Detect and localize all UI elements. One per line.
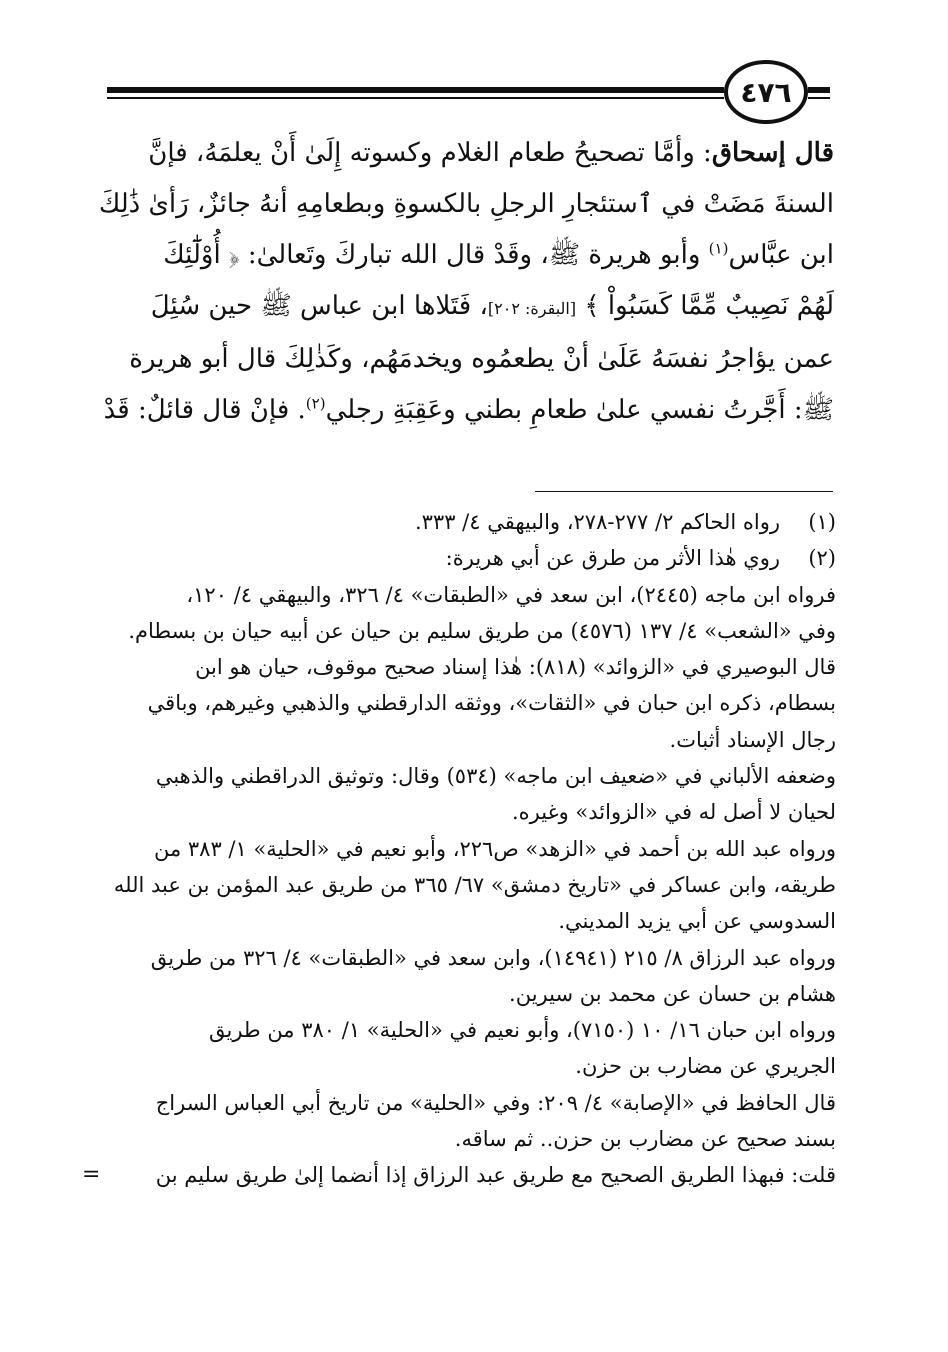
footnote-ref[interactable]: (٢) bbox=[305, 394, 326, 413]
footnote-text: روي هٰذا الأثر من طرق عن أبي هريرة: bbox=[445, 546, 780, 571]
footnote-text: رواه الحاكم ٢/ ٢٧٧-٢٧٨، والبيهقي ٤/ ٣٣٣. bbox=[414, 510, 780, 534]
main-line: لَهُمْ نَصِيبٌ مِّمَّا كَسَبُواْ ﴾ [البقرة: ٢٠٢]، فَتَلاها ابن عباس ﷺ حين سُئِلَ bbox=[150, 291, 834, 321]
footnote-ref[interactable]: (١) bbox=[708, 239, 729, 258]
header-rule-right bbox=[808, 87, 830, 93]
main-text bbox=[100, 128, 834, 436]
footnote-line: طريقه، وابن عساكر في «تاريخ دمشق» ٦٧/ ٣٦٥ من طريق عبد المؤمن بن عبد الله bbox=[113, 872, 836, 897]
main-line: ابن عبَّاس$^{(١)}$ وأبو هريرة ﷺ، وقَدْ قال الله تباركَ وتَعالىٰ: ﴿ أُوْلَٰٓئِكَ bbox=[163, 239, 834, 270]
header-rule-right-thin bbox=[808, 97, 830, 99]
quran-citation: [البقرة: ٢٠٢] bbox=[487, 299, 577, 318]
footnote-number: (١) bbox=[808, 510, 836, 534]
footnote-line: وضعفه الألباني في «ضعيف ابن ماجه» (٥٣٤) وقال: وتوثيق الدراقطني والذهبي bbox=[155, 764, 836, 789]
footnote bbox=[100, 540, 836, 576]
header-rule-thin bbox=[107, 97, 724, 99]
footnote-line: فرواه ابن ماجه (٢٤٤٥)، ابن سعد في «الطبقات» ٤/ ٣٢٦، والبيهقي ٤/ ١٢٠، bbox=[186, 582, 836, 607]
footnote-line: وفي «الشعب» ٤/ ١٣٧ (٤٥٧٦) من طريق سليم بن حيان عن أبيه حيان بن بسطام. bbox=[128, 618, 836, 643]
footnote-line: ورواه ابن حبان ١٦/ ١٠ (٧١٥٠)، وأبو نعيم في «الحلية» ١/ ٣٨٠ من طريق bbox=[208, 1018, 836, 1043]
main-line: السنةَ مَضَتْ في ٱستئجارِ الرجلِ بالكسوةِ وبطعامِهِ أنهُ جائزٌ، رَأىٰ ذَٰلِكَ bbox=[98, 189, 834, 219]
footnote-line: رجال الإسناد أثبات. bbox=[669, 727, 836, 752]
main-line: عمن يؤاجرُ نفسَهُ عَلَىٰ أنْ يطعمُوه ويخدمَهُم، وكَذٰلِكَ قال أبو هريرة bbox=[129, 344, 834, 374]
footnote-line: قال الحافظ في «الإصابة» ٤/ ٢٠٩: وفي «الحلية» من تاريخ أبي العباس السراج bbox=[155, 1090, 836, 1115]
footnote-line: هشام بن حسان عن محمد بن سيرين. bbox=[509, 981, 836, 1006]
footnote bbox=[100, 504, 836, 540]
footnote-line: السدوسي عن أبي يزيد المديني. bbox=[558, 909, 836, 934]
main-line: ﷺ: أَجَّرتُ نفسي علىٰ طعامِ بطني وعَقِبَةِ رجلي$^{(٢)}$. فإنْ قال قائلٌ: قَدْ bbox=[103, 394, 834, 425]
header-rule bbox=[107, 87, 724, 93]
footnote-line: ورواه عبد الرزاق ٨/ ٢١٥ (١٤٩٤١)، وابن سعد في «الطبقات» ٤/ ٣٢٦ من طريق bbox=[150, 945, 836, 970]
footnote-line: قال البوصيري في «الزوائد» (٨١٨): هٰذا إسناد صحيح موقوف، حيان هو ابن bbox=[195, 655, 836, 680]
speaker-name: قال إسحاق bbox=[711, 138, 834, 168]
footnote-line: لحيان لا أصل له في «الزوائد» وغيره. bbox=[512, 800, 836, 825]
footnote-line: الجريري عن مضارب بن حزن. bbox=[575, 1054, 836, 1079]
footnote-line: بسطام، ذكره ابن حبان في «الثقات»، ووثقه الدارقطني والذهبي وغيرهم، وباقي bbox=[147, 691, 836, 716]
footnote-line: بسند صحيح عن مضارب بن حزن.. ثم ساقه. bbox=[454, 1127, 836, 1152]
footnote-line: قلت: فبهذا الطريق الصحيح مع طريق عبد الرزاق إذا أنضما إلىٰ طريق سليم بن = bbox=[100, 1157, 836, 1193]
footnote-number: (٢) bbox=[808, 546, 836, 571]
continuation-mark: = bbox=[82, 1162, 101, 1188]
page-number: ٤٧٦ bbox=[724, 60, 808, 124]
footnote-line: ورواه عبد الله بن أحمد في «الزهد» ص٢٢٦، وأبو نعيم في «الحلية» ١/ ٣٨٣ من bbox=[153, 836, 836, 861]
footnote-separator bbox=[535, 491, 833, 492]
footnotes bbox=[82, 504, 836, 1194]
main-line: قال إسحاق: وأمَّا تصحيحُ طعام الغلام وكسوته إِلَىٰ أَنْ يعلمَهُ، فإنَّ bbox=[148, 138, 834, 168]
